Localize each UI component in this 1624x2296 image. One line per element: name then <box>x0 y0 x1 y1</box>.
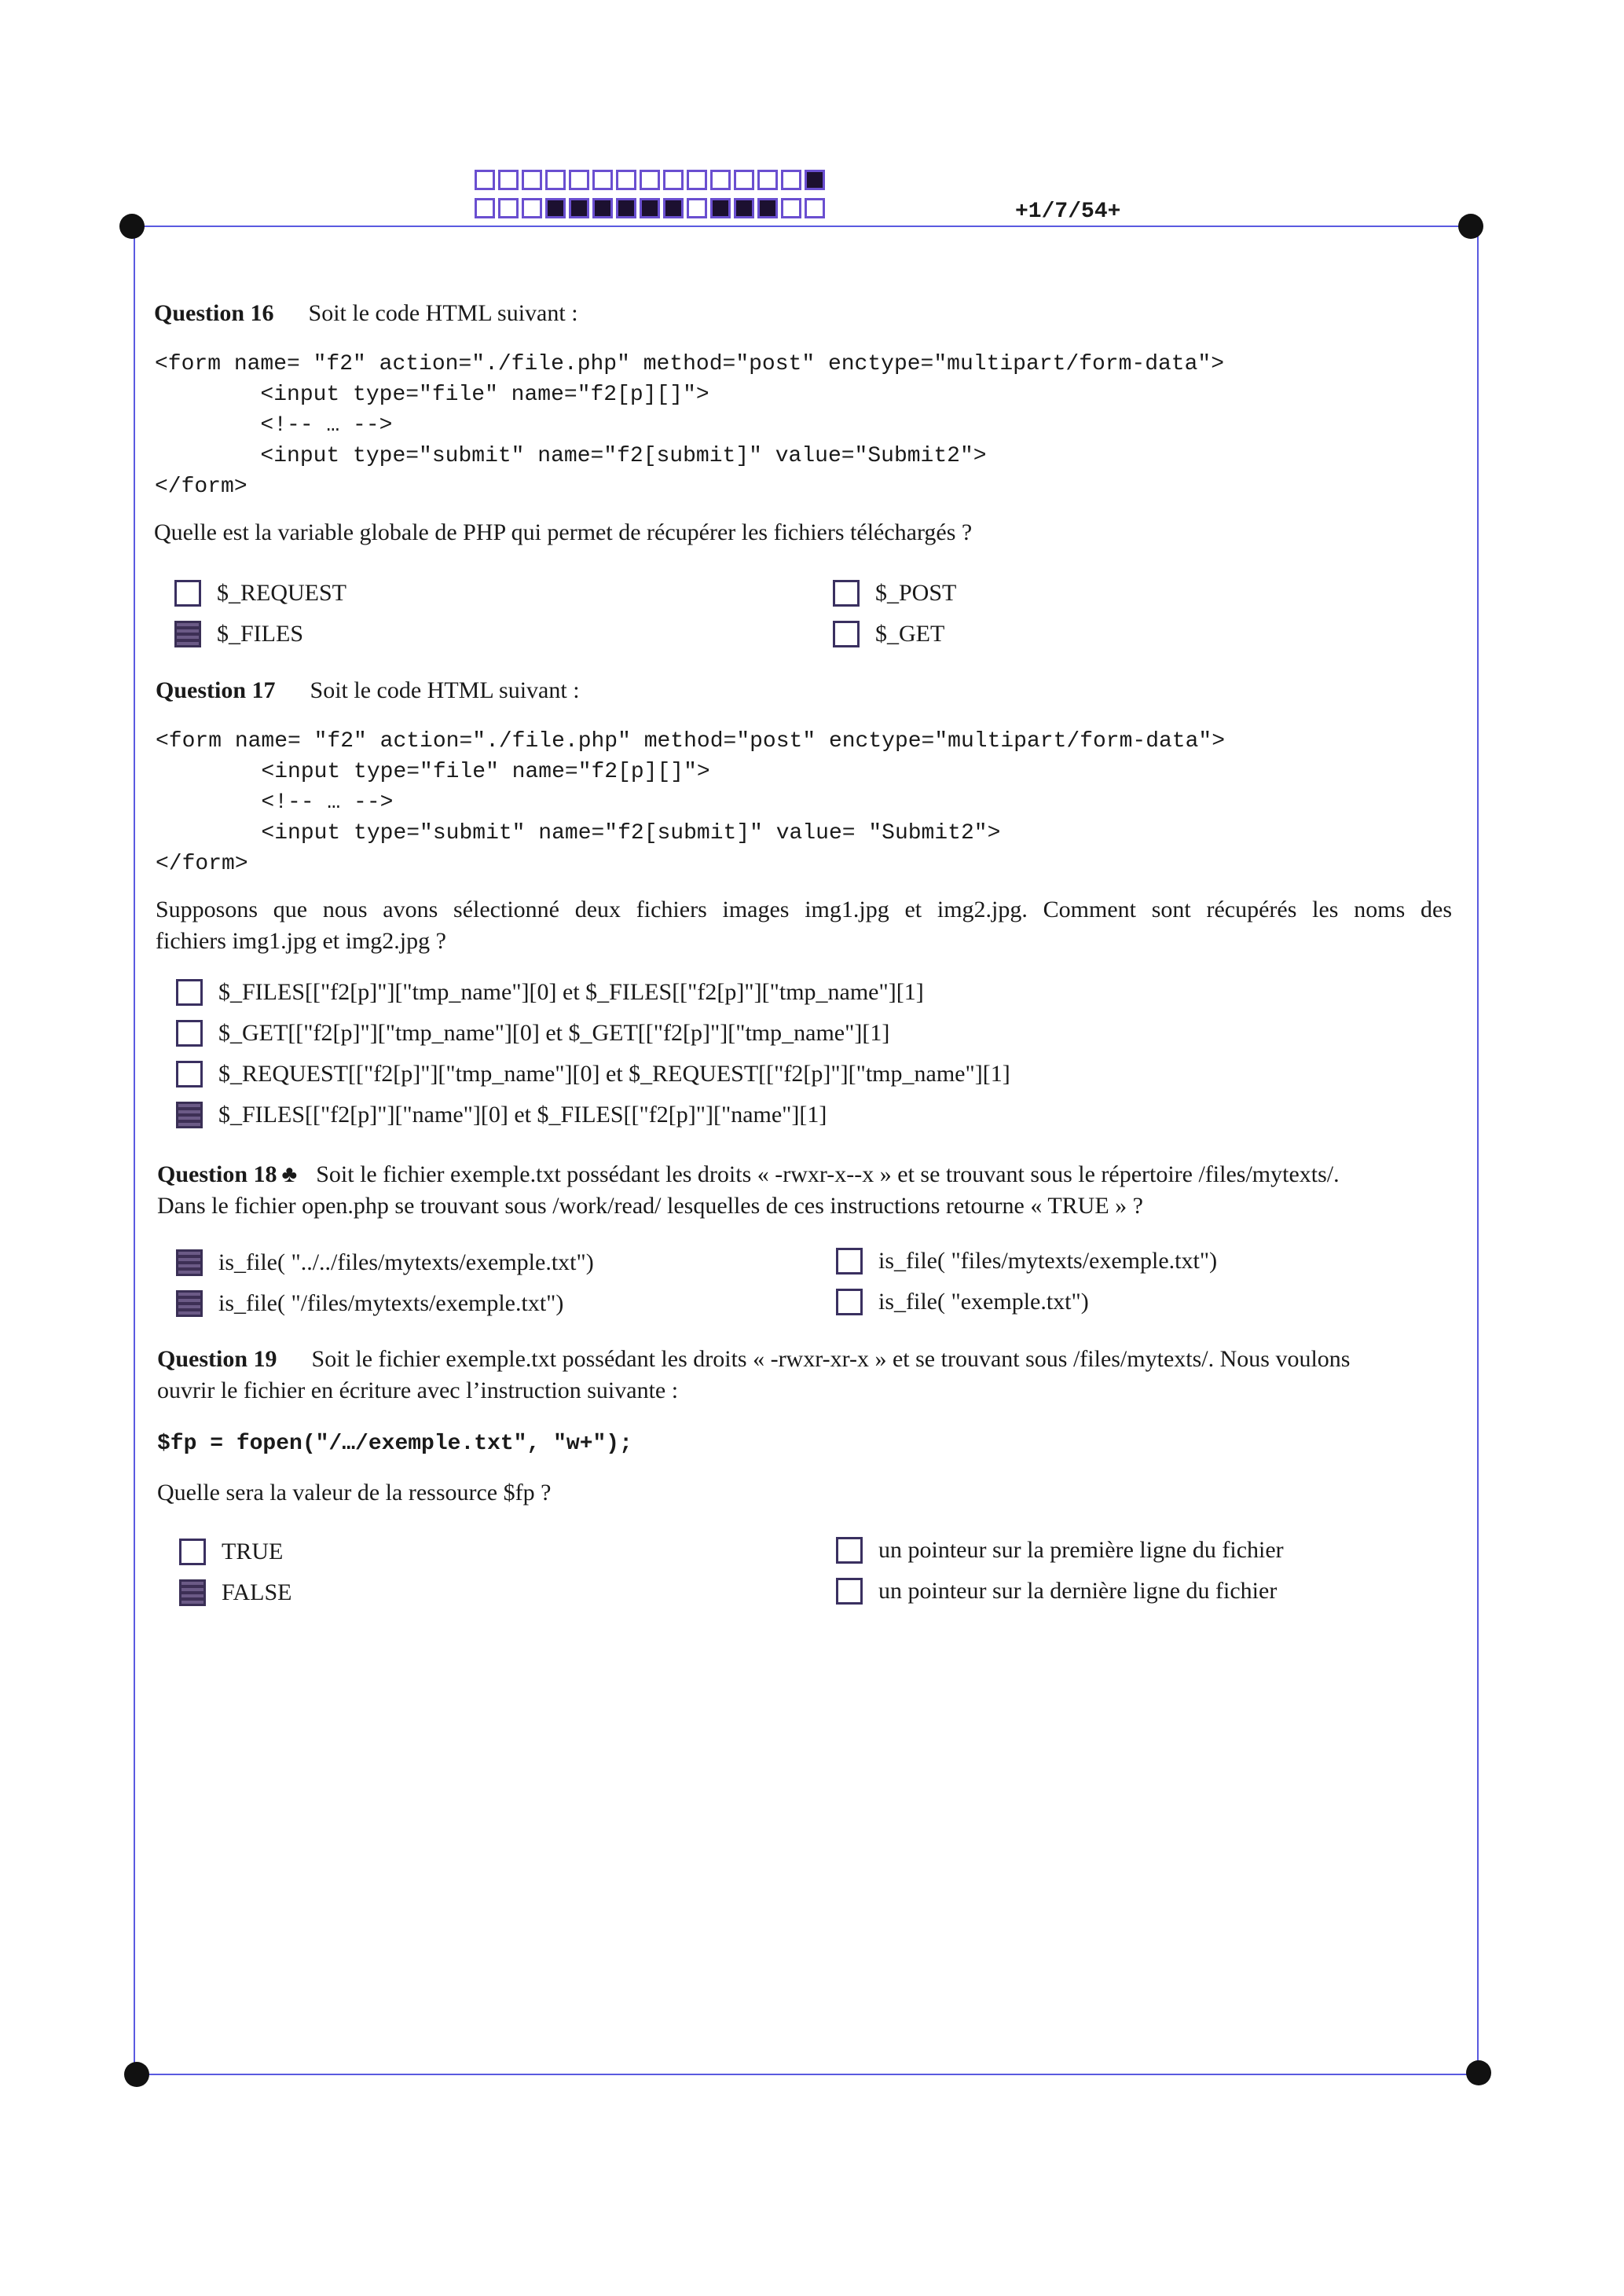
question-19-heading: Question 19 Soit le fichier exemple.txt possédant les droits « -rwxr-xr-x » et se trouvant sous /files/mytexts/. Nous voulons ouvrir le fichier en écriture avec l’instruction suivante : <box>157 1346 1351 1403</box>
frame-top-line <box>132 226 1474 227</box>
answer-option[interactable] <box>836 1248 1217 1275</box>
question-19-label: Question 19 <box>157 1346 277 1372</box>
checkbox[interactable] <box>174 580 201 607</box>
checkbox-checked[interactable] <box>176 1249 203 1276</box>
answer-option[interactable] <box>176 1290 563 1317</box>
id-code-row-1 <box>475 170 828 190</box>
page-id: +1/7/54+ <box>1015 200 1121 224</box>
answer-option[interactable] <box>176 1020 889 1047</box>
club-icon: ♣ <box>281 1161 298 1187</box>
option-label: un pointeur sur la dernière ligne du fichier <box>878 1578 1278 1604</box>
checkbox-checked[interactable] <box>176 1290 203 1317</box>
checkbox[interactable] <box>836 1578 863 1605</box>
question-19-prompt: Quelle sera la valeur de la ressource $fp ? <box>157 1480 552 1506</box>
id-code-row-2 <box>475 198 828 218</box>
question-18-heading: Question 18 ♣ Soit le fichier exemple.txt possédant les droits « -rwxr-x--x » et se trouvant sous le répertoire /files/mytexts/. Dans le fichier open.php se trouvant sous /work/read/ lesquelles de ces instructions retourne « TRUE » ? <box>157 1161 1340 1219</box>
answer-option[interactable] <box>174 580 346 607</box>
option-label: $_FILES[["f2[p]"]["tmp_name"][0] et $_FILES[["f2[p]"]["tmp_name"][1] <box>218 979 924 1005</box>
question-17-code: <form name= "f2" action="./file.php" method="post" enctype="multipart/form-data"> <input type="file" name="f2[p][]"> <!-- … --> <input type="submit" name="f2[submit]" value= "Submit2"> </form> <box>156 729 1226 876</box>
option-label: un pointeur sur la première ligne du fichier <box>878 1537 1284 1563</box>
question-17-prompt: Supposons que nous avons sélectionné deux fichiers images img1.jpg et img2.jpg. Comment sont récupérés les noms des fichiers img1.jpg et img2.jpg ? <box>156 897 1452 954</box>
option-label: $_GET <box>875 621 945 647</box>
answer-option[interactable] <box>176 1249 594 1276</box>
answer-option[interactable] <box>836 1289 1089 1315</box>
corner-marker-top-left <box>119 214 145 239</box>
corner-marker-bottom-left <box>124 2062 149 2087</box>
question-17-label: Question 17 <box>156 677 276 703</box>
question-16-intro: Soit le code HTML suivant : <box>308 300 578 326</box>
checkbox[interactable] <box>833 621 860 647</box>
question-16-heading <box>154 300 578 327</box>
checkbox[interactable] <box>176 1061 203 1087</box>
answer-option[interactable] <box>836 1578 1277 1605</box>
answer-option[interactable] <box>176 979 924 1006</box>
checkbox-checked[interactable] <box>174 621 201 647</box>
checkbox-checked[interactable] <box>179 1579 206 1606</box>
checkbox[interactable] <box>176 1020 203 1047</box>
corner-marker-top-right <box>1458 214 1483 239</box>
frame-left-line <box>134 226 135 2074</box>
answer-option[interactable] <box>176 1102 827 1128</box>
answer-option[interactable] <box>179 1579 291 1606</box>
option-label: is_file( "/files/mytexts/exemple.txt") <box>218 1290 564 1316</box>
frame-bottom-line <box>136 2074 1481 2075</box>
option-label: is_file( "files/mytexts/exemple.txt") <box>878 1248 1218 1274</box>
checkbox[interactable] <box>179 1539 206 1565</box>
option-label: $_FILES <box>217 621 304 647</box>
option-label: $_GET[["f2[p]"]["tmp_name"][0] et $_GET[["f2[p]"]["tmp_name"][1] <box>218 1020 890 1046</box>
option-label: FALSE <box>222 1579 292 1605</box>
answer-option[interactable] <box>836 1537 1284 1564</box>
frame-right-line <box>1477 226 1479 2074</box>
option-label: $_REQUEST[["f2[p]"]["tmp_name"][0] et $_REQUEST[["f2[p]"]["tmp_name"][1] <box>218 1061 1010 1087</box>
option-label: $_POST <box>875 580 957 606</box>
question-17-intro: Soit le code HTML suivant : <box>310 677 580 703</box>
answer-option[interactable] <box>174 621 303 647</box>
question-16-prompt: Quelle est la variable globale de PHP qui permet de récupérer les fichiers téléchargés ? <box>154 519 973 545</box>
checkbox[interactable] <box>836 1248 863 1275</box>
corner-marker-bottom-right <box>1466 2060 1491 2085</box>
checkbox-checked[interactable] <box>176 1102 203 1128</box>
checkbox[interactable] <box>833 580 860 607</box>
question-18-label: Question 18 <box>157 1161 277 1187</box>
option-label: is_file( "../../files/mytexts/exemple.txt") <box>218 1249 594 1275</box>
question-19-code: $fp = fopen("/…/exemple.txt", "w+"); <box>157 1432 632 1456</box>
question-16-code: <form name= "f2" action="./file.php" method="post" enctype="multipart/form-data"> <input type="file" name="f2[p][]"> <!-- … --> <input type="submit" name="f2[submit]" value="Submit2"> </form> <box>155 352 1225 499</box>
question-16-label: Question 16 <box>154 300 274 326</box>
option-label: $_FILES[["f2[p]"]["name"][0] et $_FILES[["f2[p]"]["name"][1] <box>218 1102 827 1128</box>
option-label: $_REQUEST <box>217 580 346 606</box>
question-17-heading <box>156 677 580 704</box>
checkbox[interactable] <box>836 1537 863 1564</box>
answer-option[interactable] <box>833 580 956 607</box>
option-label: is_file( "exemple.txt") <box>878 1289 1089 1315</box>
answer-option[interactable] <box>176 1061 1010 1087</box>
checkbox[interactable] <box>836 1289 863 1315</box>
answer-option[interactable] <box>179 1539 283 1565</box>
checkbox[interactable] <box>176 979 203 1006</box>
option-label: TRUE <box>222 1539 284 1564</box>
answer-option[interactable] <box>833 621 944 647</box>
